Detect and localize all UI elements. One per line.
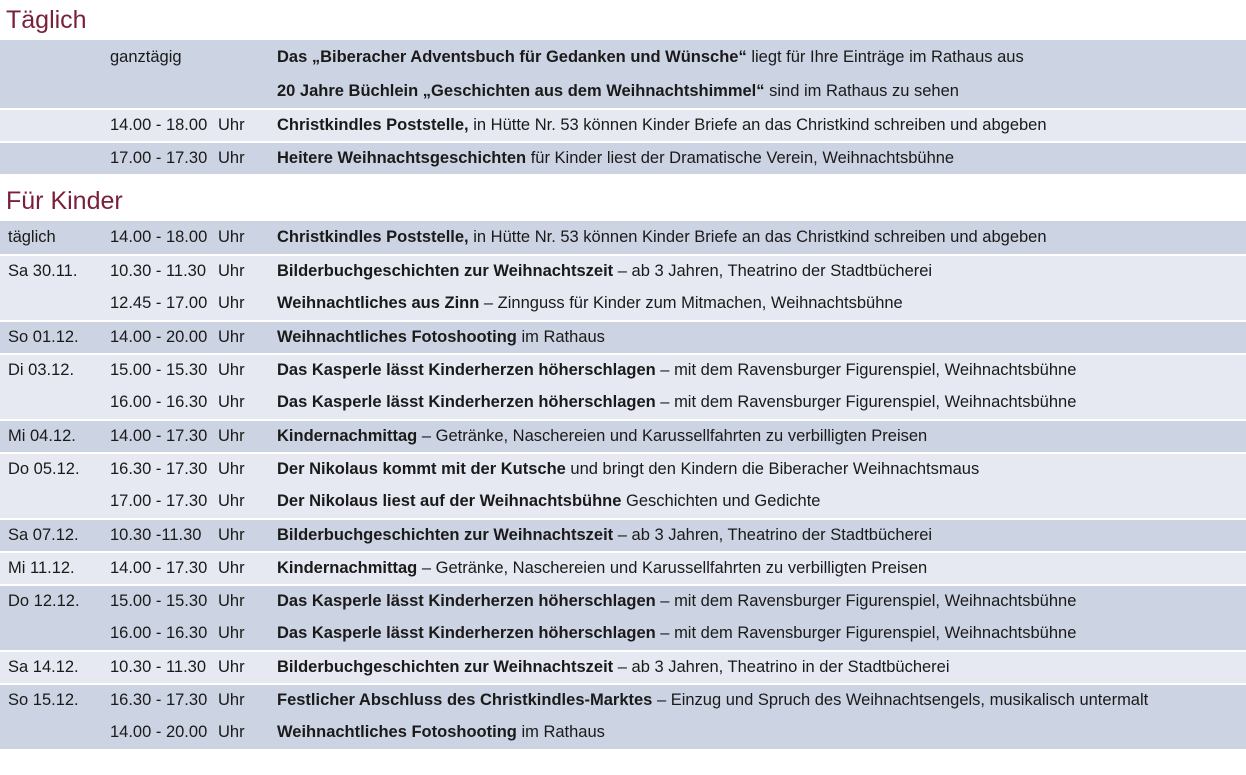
- row-title: Das Kasperle lässt Kinderherzen höherschlagen: [277, 393, 656, 411]
- row-description: [277, 294, 1246, 313]
- row-time: 15.00 - 15.30: [110, 592, 208, 610]
- table-row: [0, 518, 1246, 551]
- row-title: Der Nikolaus liest auf der Weihnachtsbühne: [277, 492, 622, 510]
- row-description: [277, 82, 1246, 101]
- row-detail: – mit dem Ravensburger Figurenspiel, Weihnachtsbühne: [655, 393, 1077, 411]
- row-title: Weihnachtliches aus Zinn: [277, 294, 480, 312]
- row-description: [277, 393, 1246, 412]
- row-detail: für Kinder liest der Dramatische Verein, Weihnachtsbühne: [526, 149, 955, 167]
- row-detail: liegt für Ihre Einträge im Rathaus aus: [746, 48, 1024, 66]
- row-title: Bilderbuchgeschichten zur Weihnachtszeit: [277, 262, 614, 280]
- row-description: [277, 624, 1246, 643]
- row-time: 16.30 - 17.30: [110, 691, 208, 709]
- table-row: [0, 584, 1246, 617]
- table-taeglich: [0, 40, 1246, 174]
- row-unit: Uhr: [218, 723, 245, 741]
- table-row: [0, 254, 1246, 287]
- row-unit: Uhr: [218, 328, 245, 346]
- row-title: Kindernachmittag: [277, 427, 418, 445]
- row-description: [277, 658, 1246, 677]
- row-title: Bilderbuchgeschichten zur Weihnachtszeit: [277, 526, 614, 544]
- row-unit: Uhr: [218, 691, 245, 709]
- row-unit: Uhr: [218, 361, 245, 379]
- row-title: Festlicher Abschluss des Christkindles-Marktes: [277, 691, 653, 709]
- row-date: So 15.12.: [8, 691, 79, 709]
- row-description: [277, 361, 1246, 380]
- row-description: [277, 262, 1246, 281]
- table-row: [0, 650, 1246, 683]
- row-unit: Uhr: [218, 294, 245, 312]
- row-unit: Uhr: [218, 526, 245, 544]
- row-unit: Uhr: [218, 492, 245, 510]
- row-unit: Uhr: [218, 427, 245, 445]
- row-time: 10.30 - 11.30: [110, 262, 207, 280]
- row-time: ganztägig: [110, 48, 182, 66]
- table-row: [0, 40, 1246, 75]
- row-title: Weihnachtliches Fotoshooting: [277, 723, 517, 741]
- table-row: [0, 716, 1246, 749]
- row-description: [277, 149, 1246, 168]
- row-time: 14.00 - 20.00: [110, 723, 208, 741]
- table-row: [0, 617, 1246, 650]
- row-detail: und bringt den Kindern die Biberacher Weihnachtsmaus: [565, 460, 980, 478]
- row-time: 17.00 - 17.30: [110, 149, 208, 167]
- row-date: Do 12.12.: [8, 592, 80, 610]
- row-unit: Uhr: [218, 592, 245, 610]
- row-time: 10.30 -11.30: [110, 526, 202, 544]
- table-row: [0, 386, 1246, 419]
- row-date: Di 03.12.: [8, 361, 75, 379]
- row-title: Das Kasperle lässt Kinderherzen höherschlagen: [277, 361, 656, 379]
- row-description: [277, 559, 1246, 578]
- table-row: [0, 320, 1246, 353]
- row-time: 14.00 - 18.00: [110, 116, 208, 134]
- row-title: Kindernachmittag: [277, 559, 418, 577]
- table-fuer-kinder: [0, 221, 1246, 749]
- row-title: Das Kasperle lässt Kinderherzen höherschlagen: [277, 592, 656, 610]
- row-unit: Uhr: [218, 228, 245, 246]
- row-date: Sa 30.11.: [8, 262, 78, 280]
- row-title: Das „Biberacher Adventsbuch für Gedanken und Wünsche“: [277, 48, 747, 66]
- table-row: [0, 108, 1246, 141]
- row-date: Sa 07.12.: [8, 526, 79, 544]
- row-date: Mi 11.12.: [8, 559, 75, 577]
- row-description: [277, 592, 1246, 611]
- row-unit: Uhr: [218, 116, 245, 134]
- row-time: 16.00 - 16.30: [110, 393, 208, 411]
- table-row: [0, 221, 1246, 254]
- row-detail: im Rathaus: [516, 328, 605, 346]
- row-detail: – Zinnguss für Kinder zum Mitmachen, Weihnachtsbühne: [479, 294, 903, 312]
- row-title: Der Nikolaus kommt mit der Kutsche: [277, 460, 566, 478]
- table-row: [0, 419, 1246, 452]
- row-date: täglich: [8, 228, 56, 246]
- row-time: 16.30 - 17.30: [110, 460, 208, 478]
- row-date: So 01.12.: [8, 328, 79, 346]
- row-description: [277, 526, 1246, 545]
- table-row: [0, 551, 1246, 584]
- row-description: [277, 492, 1246, 511]
- row-title: Weihnachtliches Fotoshooting: [277, 328, 517, 346]
- row-title: Christkindles Poststelle,: [277, 116, 469, 134]
- row-description: [277, 48, 1246, 67]
- row-time: 16.00 - 16.30: [110, 624, 208, 642]
- table-row: [0, 485, 1246, 518]
- row-description: [277, 228, 1246, 247]
- row-unit: Uhr: [218, 149, 245, 167]
- row-detail: – mit dem Ravensburger Figurenspiel, Weihnachtsbühne: [655, 592, 1077, 610]
- row-description: [277, 328, 1246, 347]
- row-title: Bilderbuchgeschichten zur Weihnachtszeit: [277, 658, 614, 676]
- table-row: [0, 452, 1246, 485]
- row-detail: – ab 3 Jahren, Theatrino der Stadtbücherei: [613, 262, 933, 280]
- row-detail: sind im Rathaus zu sehen: [764, 82, 959, 100]
- row-unit: Uhr: [218, 460, 245, 478]
- row-time: 14.00 - 20.00: [110, 328, 208, 346]
- row-detail: – Getränke, Naschereien und Karussellfahrten zu verbilligten Preisen: [417, 427, 928, 445]
- row-time: 10.30 - 11.30: [110, 658, 207, 676]
- row-date: Sa 14.12.: [8, 658, 79, 676]
- row-date: Do 05.12.: [8, 460, 80, 478]
- row-detail: in Hütte Nr. 53 können Kinder Briefe an das Christkind schreiben und abgeben: [468, 116, 1047, 134]
- row-time: 15.00 - 15.30: [110, 361, 208, 379]
- row-detail: – ab 3 Jahren, Theatrino der Stadtbücherei: [613, 526, 933, 544]
- row-detail: im Rathaus: [516, 723, 605, 741]
- table-row: [0, 683, 1246, 716]
- table-row: [0, 141, 1246, 174]
- row-title: 20 Jahre Büchlein „Geschichten aus dem Weihnachtshimmel“: [277, 82, 765, 100]
- row-title: Heitere Weihnachtsgeschichten: [277, 149, 527, 167]
- row-description: [277, 723, 1246, 742]
- row-time: 17.00 - 17.30: [110, 492, 208, 510]
- table-row: [0, 287, 1246, 320]
- row-time: 14.00 - 17.30: [110, 559, 208, 577]
- table-row: [0, 75, 1246, 108]
- row-description: [277, 116, 1246, 135]
- row-detail: in Hütte Nr. 53 können Kinder Briefe an das Christkind schreiben und abgeben: [468, 228, 1047, 246]
- row-description: [277, 427, 1246, 446]
- row-unit: Uhr: [218, 658, 245, 676]
- row-detail: – ab 3 Jahren, Theatrino in der Stadtbücherei: [613, 658, 950, 676]
- row-time: 14.00 - 18.00: [110, 228, 208, 246]
- row-detail: – mit dem Ravensburger Figurenspiel, Weihnachtsbühne: [655, 361, 1077, 379]
- row-detail: Geschichten und Gedichte: [621, 492, 821, 510]
- section-title-fuer-kinder: Für Kinder: [6, 187, 123, 215]
- row-description: [277, 460, 1246, 479]
- row-unit: Uhr: [218, 393, 245, 411]
- row-unit: Uhr: [218, 559, 245, 577]
- row-description: [277, 691, 1246, 710]
- section-title-taeglich: Täglich: [6, 6, 87, 34]
- row-title: Das Kasperle lässt Kinderherzen höherschlagen: [277, 624, 656, 642]
- row-detail: – mit dem Ravensburger Figurenspiel, Weihnachtsbühne: [655, 624, 1077, 642]
- row-unit: Uhr: [218, 262, 245, 280]
- row-time: 12.45 - 17.00: [110, 294, 208, 312]
- row-detail: – Getränke, Naschereien und Karussellfahrten zu verbilligten Preisen: [417, 559, 928, 577]
- table-row: [0, 353, 1246, 386]
- row-detail: – Einzug und Spruch des Weihnachtsengels, musikalisch untermalt: [652, 691, 1149, 709]
- row-unit: Uhr: [218, 624, 245, 642]
- row-title: Christkindles Poststelle,: [277, 228, 469, 246]
- row-time: 14.00 - 17.30: [110, 427, 208, 445]
- row-date: Mi 04.12.: [8, 427, 76, 445]
